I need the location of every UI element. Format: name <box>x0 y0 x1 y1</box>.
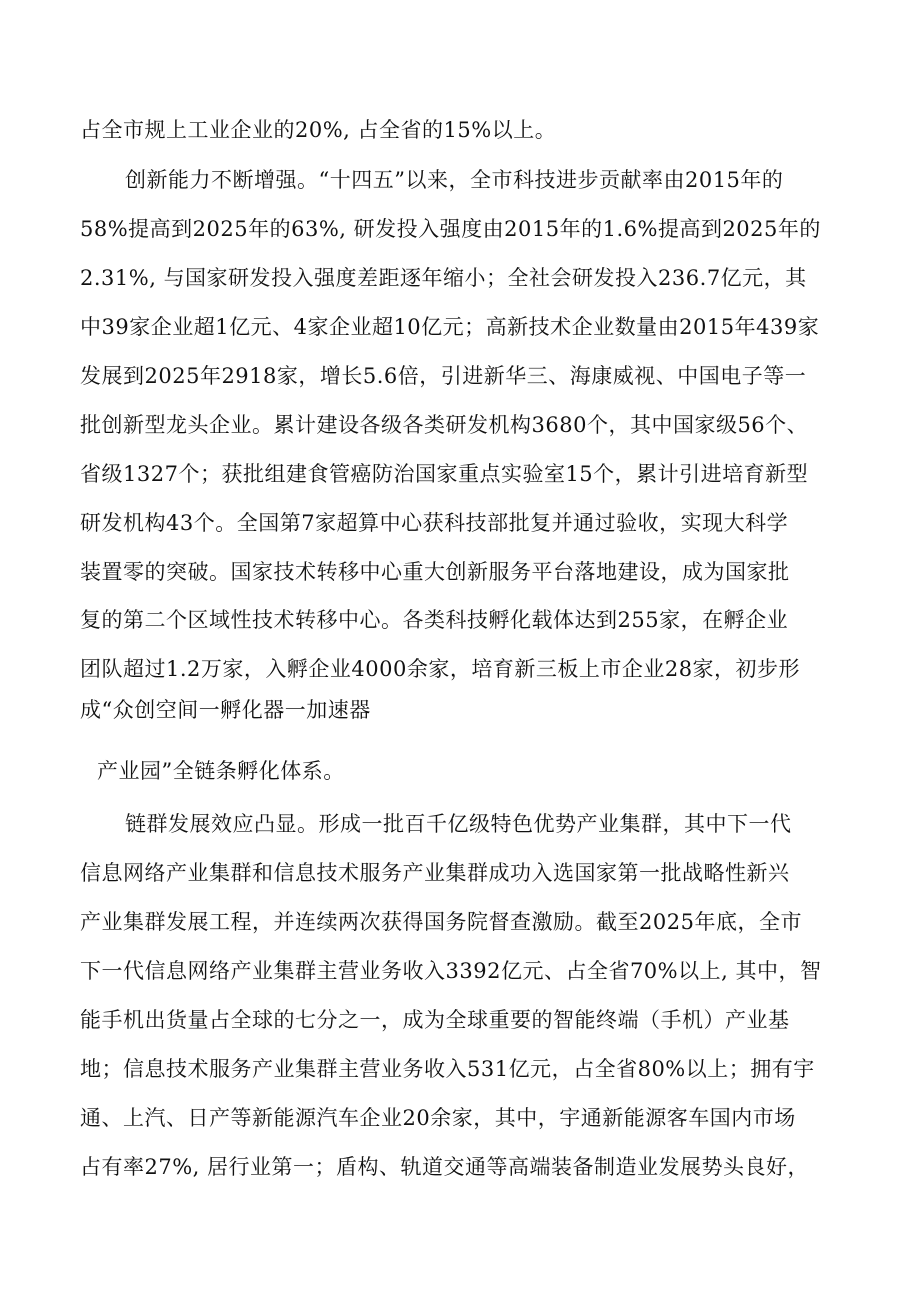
text-line: 批创新型龙头企业。累计建设各级各类研发机构3680个，其中国家级56个、 <box>80 413 809 437</box>
paragraph-first-line: 链群发展效应凸显。形成一批百千亿级特色优势产业集群，其中下一代 <box>125 812 792 836</box>
text-line: 省级1327个；获批组建食管癌防治国家重点实验室15个，累计引进培育新型 <box>80 462 809 486</box>
text-line: 复的第二个区域性技术转移中心。各类科技孵化载体达到255家，在孵企业 <box>80 608 789 632</box>
text-line: 信息网络产业集群和信息技术服务产业集群成功入选国家第一批战略性新兴 <box>80 861 790 885</box>
text-line: 发展到2025年2918家，增长5.6倍，引进新华三、海康威视、中国电子等一 <box>80 364 807 388</box>
text-line: 研发机构43个。全国第7家超算中心获科技部批复并通过验收，实现大科学 <box>80 511 789 535</box>
text-line: 58%提高到2025年的63%, 研发投入强度由2015年的1.6%提高到2025年的 <box>80 217 821 241</box>
text-line: 占全市规上工业企业的20%, 占全省的15%以上。 <box>80 118 557 142</box>
text-line: 成“众创空间一孵化器一加速器 <box>80 698 371 722</box>
text-line: 能手机出货量占全球的七分之一，成为全球重要的智能终端（手机）产业基 <box>80 1008 790 1032</box>
text-line: 中39家企业超1亿元、4家企业超10亿元；高新技术企业数量由2015年439家 <box>80 315 820 339</box>
text-line: 地；信息技术服务产业集群主营业务收入531亿元，占全省80%以上；拥有宇 <box>80 1057 815 1081</box>
text-line: 产业园”全链条孵化体系。 <box>97 759 345 783</box>
text-line: 装置零的突破。国家技术转移中心重大创新服务平台落地建设，成为国家批 <box>80 560 790 584</box>
text-line: 通、上汽、日产等新能源汽车企业20余家，其中，宇通新能源客车国内市场 <box>80 1106 796 1130</box>
text-line: 产业集群发展工程，并连续两次获得国务院督查激励。截至2025年底，全市 <box>80 910 802 934</box>
text-line: 占有率27%, 居行业第一；盾构、轨道交通等高端装备制造业发展势头良好， <box>80 1155 810 1179</box>
text-line: 团队超过1.2万家，入孵企业4000余家，培育新三板上市企业28家，初步形 <box>80 657 801 681</box>
text-line: 下一代信息网络产业集群主营业务收入3392亿元、占全省70%以上, 其中，智 <box>80 959 822 983</box>
text-line: 2.31%, 与国家研发投入强度差距逐年缩小；全社会研发投入236.7亿元，其 <box>80 266 807 290</box>
paragraph-first-line: 创新能力不断增强。“十四五”以来，全市科技进步贡献率由2015年的 <box>125 168 784 192</box>
